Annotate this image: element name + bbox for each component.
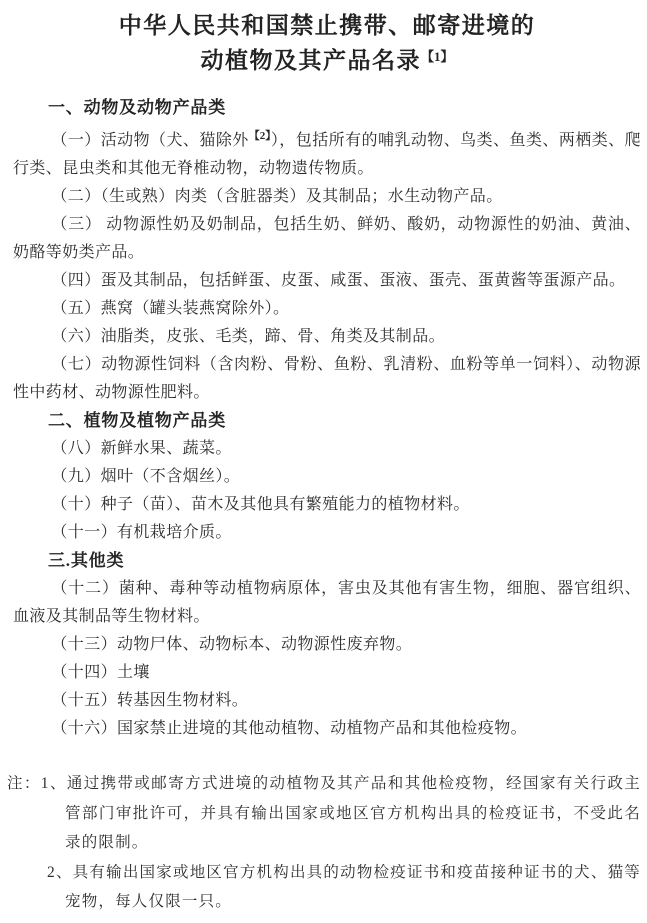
list-item-8: （八）新鲜水果、蔬菜。 [51,440,232,457]
list-item-1-text-pre: （一）活动物（犬、猫除外 [51,132,249,149]
note-1-text: 通过携带或邮寄方式进境的动植物及其产品和其他检疫物，经国家有关行政主管部门审批许可，并具有输出国家或地区官方机构出具的检疫证书，不受此名录的限制。 [65,775,642,851]
list-item-16: （十六）国家禁止进境的其他动植物、动植物产品和其他检疫物。 [51,720,527,737]
notes-section [7,769,642,917]
list-item-7: （七）动物源性饲料（含肉粉、骨粉、鱼粉、乳清粉、血粉等单一饲料）、动物源性中药材、动物源性肥料。 [13,356,641,401]
section-others [13,547,641,743]
list-item-3: （三） 动物源性奶及奶制品，包括生奶、鲜奶、酸奶，动物源性的奶油、黄油、奶酪等奶类产品。 [13,216,641,261]
notes-label: 注： [7,775,41,792]
list-item-2: （二）（生或熟）肉类（含脏器类）及其制品；水生动物产品。 [51,188,503,205]
title-line-1: 中华人民共和国禁止携带、邮寄进境的 [118,13,536,38]
note-item-2 [13,858,641,917]
title-line-2: 动植物及其产品名录 [200,48,421,73]
list-item-14: （十四）土壤 [51,664,150,681]
section-heading-animals: 一、动物及动物产品类 [48,98,226,117]
list-item-5: （五）燕窝（罐头装燕窝除外）。 [51,300,290,317]
note-2-text: 具有输出国家或地区官方机构出具的动物检疫证书和疫苗接种证书的犬、猫等宠物，每人仅限一只。 [65,863,641,910]
note-2-marker: 2、 [47,863,73,881]
section-heading-others: 三.其他类 [48,551,125,570]
document-title [13,10,641,76]
list-item-15: （十五）转基因生物材料。 [51,692,249,709]
list-item-4: （四）蛋及其制品，包括鲜蛋、皮蛋、咸蛋、蛋液、蛋壳、蛋黄酱等蛋源产品。 [51,272,626,289]
list-item-12: （十二）菌种、毒种等动植物病原体，害虫及其他有害生物，细胞、器官组织、血液及其制品等生物材料。 [13,580,641,625]
section-heading-plants: 二、植物及植物产品类 [48,411,226,430]
list-item-1-text-post: ），包括所有的哺乳动物、鸟类、鱼类、两栖类、爬行类、昆虫类和其他无脊椎动物，动物遗传物质。 [13,132,642,177]
title-footnote-ref: 【1】 [420,49,454,64]
section-plant-products [13,407,641,547]
note-item-1 [7,769,642,858]
section-animal-products [13,94,641,407]
list-item-6: （六）油脂类，皮张、毛类，蹄、骨、角类及其制品。 [51,328,445,345]
list-item-1 [13,122,641,183]
note-1-marker: 1、 [40,775,67,792]
list-item-10: （十）种子（苗）、苗木及其他具有繁殖能力的植物材料。 [51,496,470,513]
list-item-9: （九）烟叶（不含烟丝）。 [51,468,241,485]
footnote-ref-2: 【2】 [248,130,271,142]
list-item-13: （十三）动物尸体、动物标本、动物源性废弃物。 [51,636,413,653]
list-item-11: （十一）有机栽培介质。 [51,524,232,541]
